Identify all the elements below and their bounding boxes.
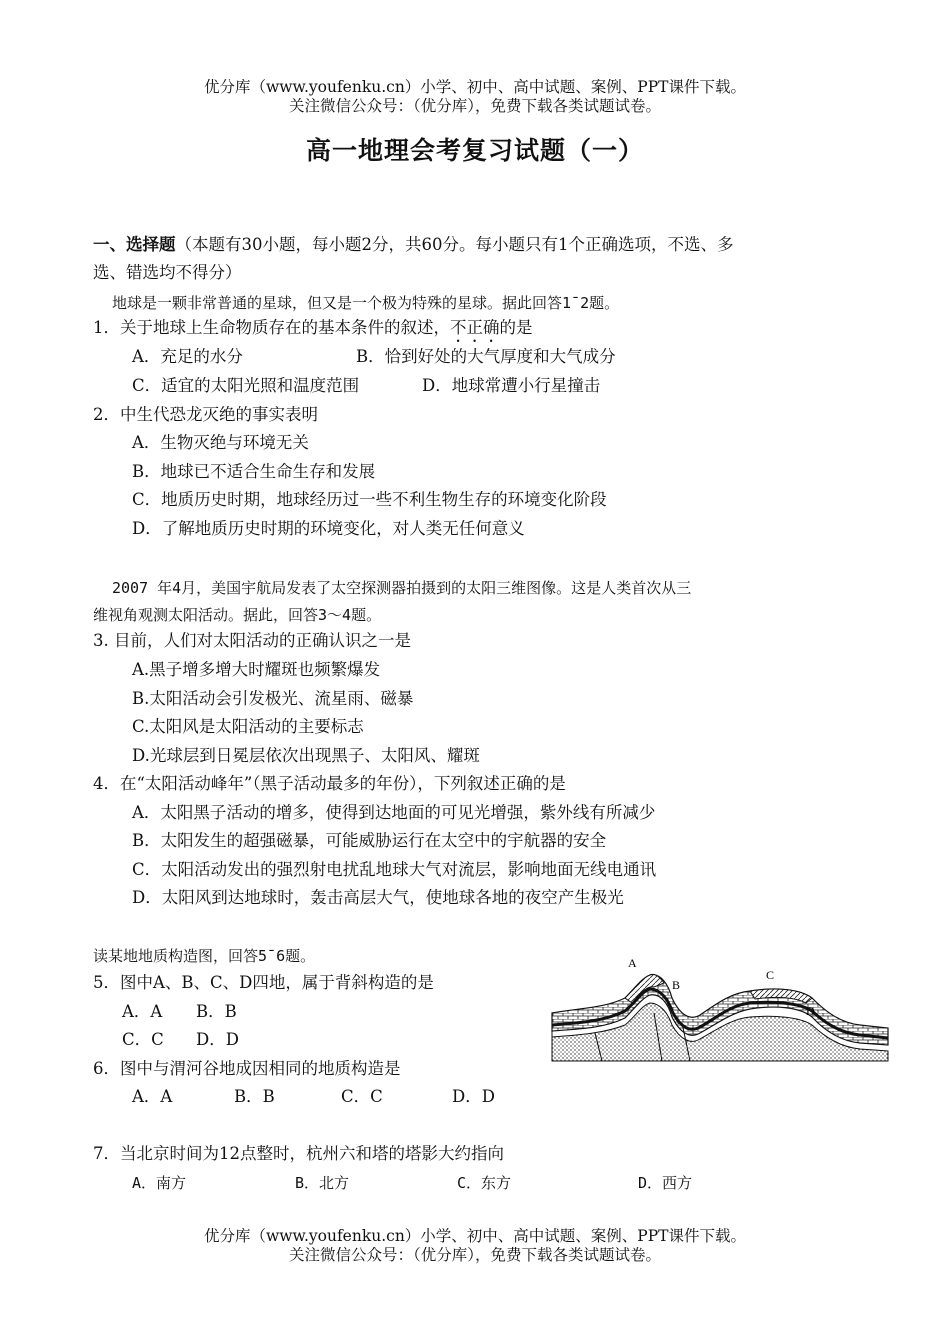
q3-stem: 3. 目前，人们对太阳活动的正确认识之一是 [93, 631, 411, 650]
q1-option-a: A．充足的水分 [132, 347, 243, 366]
section-desc: （本题有30小题，每小题2分，共60分。每小题只有1个正确选项，不选、多 [175, 235, 734, 254]
q2-option-d: D．了解地质历史时期的环境变化，对人类无任何意义 [132, 519, 525, 538]
q3-option-b: B.太阳活动会引发极光、流星雨、磁暴 [132, 689, 414, 708]
q1-option-d: D．地球常遭小行星撞击 [422, 376, 601, 395]
q6-option-c: C．C [341, 1087, 383, 1106]
footer-line-1: 优分库（www.youfenku.cn）小学、初中、高中试题、案例、PPT课件下载。 [203, 1227, 747, 1245]
figure-label-d: D [806, 1004, 815, 1018]
page-title: 高一地理会考复习试题（一） [305, 136, 644, 165]
q4-option-a: A．太阳黑子活动的增多，使得到达地面的可见光增强，紫外线有所减少 [132, 803, 656, 822]
q6-option-b: B．B [234, 1087, 275, 1106]
section-label: 一、选择题 [93, 235, 176, 254]
q7-option-c: C．东方 [457, 1174, 512, 1192]
q6-option-d: D．D [452, 1087, 495, 1106]
q1-stem-emphasis: 不正确 [450, 318, 500, 337]
figure-label-c: C [766, 968, 775, 982]
q5-option-c: C．C [122, 1030, 164, 1049]
header-line-1: 优分库（www.youfenku.cn）小学、初中、高中试题、案例、PPT课件下载。 [203, 78, 747, 96]
intro-1: 地球是一颗非常普通的星球，但又是一个极为特殊的星球。据此回答1¯2题。 [112, 294, 620, 312]
figure-label-b: B [672, 978, 681, 992]
intro-3: 读某地地质构造图，回答5¯6题。 [93, 947, 316, 965]
q3-option-a: A.黑子增多增大时耀斑也频繁爆发 [132, 660, 381, 679]
q1-stem-post: 的是 [499, 318, 533, 337]
q5-option-d: D．D [196, 1030, 239, 1049]
q7-stem: 7．当北京时间为12点整时，杭州六和塔的塔影大约指向 [93, 1144, 504, 1163]
intro-2-line-2: 维视角观测太阳活动。据此，回答3～4题。 [93, 606, 382, 624]
q4-stem: 4．在“太阳活动峰年”（黑子活动最多的年份），下列叙述正确的是 [93, 774, 566, 793]
header-line-2: 关注微信公众号：（优分库），免费下载各类试题试卷。 [288, 97, 661, 115]
q5-option-b: B．B [196, 1002, 237, 1021]
q3-option-d: D.光球层到日冕层依次出现黑子、太阳风、耀斑 [132, 746, 480, 765]
intro-2-line-1: 2007 年4月，美国宇航局发表了太空探测器拍摄到的太阳三维图像。这是人类首次从三 [112, 579, 692, 597]
footer-line-2: 关注微信公众号：（优分库），免费下载各类试题试卷。 [288, 1246, 661, 1264]
q5-option-a: A．A [122, 1002, 163, 1021]
q2-option-c: C．地质历史时期，地球经历过一些不利生物生存的环境变化阶段 [132, 490, 607, 509]
rock-layers [552, 974, 888, 1061]
q4-option-b: B．太阳发生的超强磁暴，可能威胁运行在太空中的宇航器的安全 [132, 831, 607, 850]
q1-stem-pre: 1．关于地球上生命物质存在的基本条件的叙述， [93, 318, 450, 337]
q4-option-d: D．太阳风到达地球时，轰击高层大气，使地球各地的夜空产生极光 [132, 888, 624, 907]
q2-stem: 2．中生代恐龙灭绝的事实表明 [93, 405, 318, 424]
q4-option-c: C．太阳活动发出的强烈射电扰乱地球大气对流层，影响地面无线电通讯 [132, 860, 657, 879]
q6-stem: 6．图中与渭河谷地成因相同的地质构造是 [93, 1059, 401, 1078]
q5-stem: 5．图中A、B、C、D四地，属于背斜构造的是 [93, 973, 434, 992]
geologic-structure-diagram [550, 953, 890, 1065]
q1-stem [93, 317, 533, 346]
figure-label-a: A [628, 956, 637, 970]
q3-option-c: C.太阳风是太阳活动的主要标志 [132, 717, 364, 736]
q1-option-b: B．恰到好处的大气厚度和大气成分 [356, 347, 616, 366]
q7-option-b: B．北方 [295, 1174, 350, 1192]
section-heading [93, 234, 734, 256]
q2-option-a: A．生物灭绝与环境无关 [132, 433, 309, 452]
section-desc-cont: 选、错选均不得分） [93, 263, 242, 282]
q7-option-a: A．南方 [132, 1174, 187, 1192]
q2-option-b: B．地球已不适合生命生存和发展 [132, 462, 376, 481]
q6-option-a: A．A [132, 1087, 173, 1106]
q1-option-c: C．适宜的太阳光照和温度范围 [132, 376, 360, 395]
q7-option-d: D．西方 [638, 1174, 693, 1192]
